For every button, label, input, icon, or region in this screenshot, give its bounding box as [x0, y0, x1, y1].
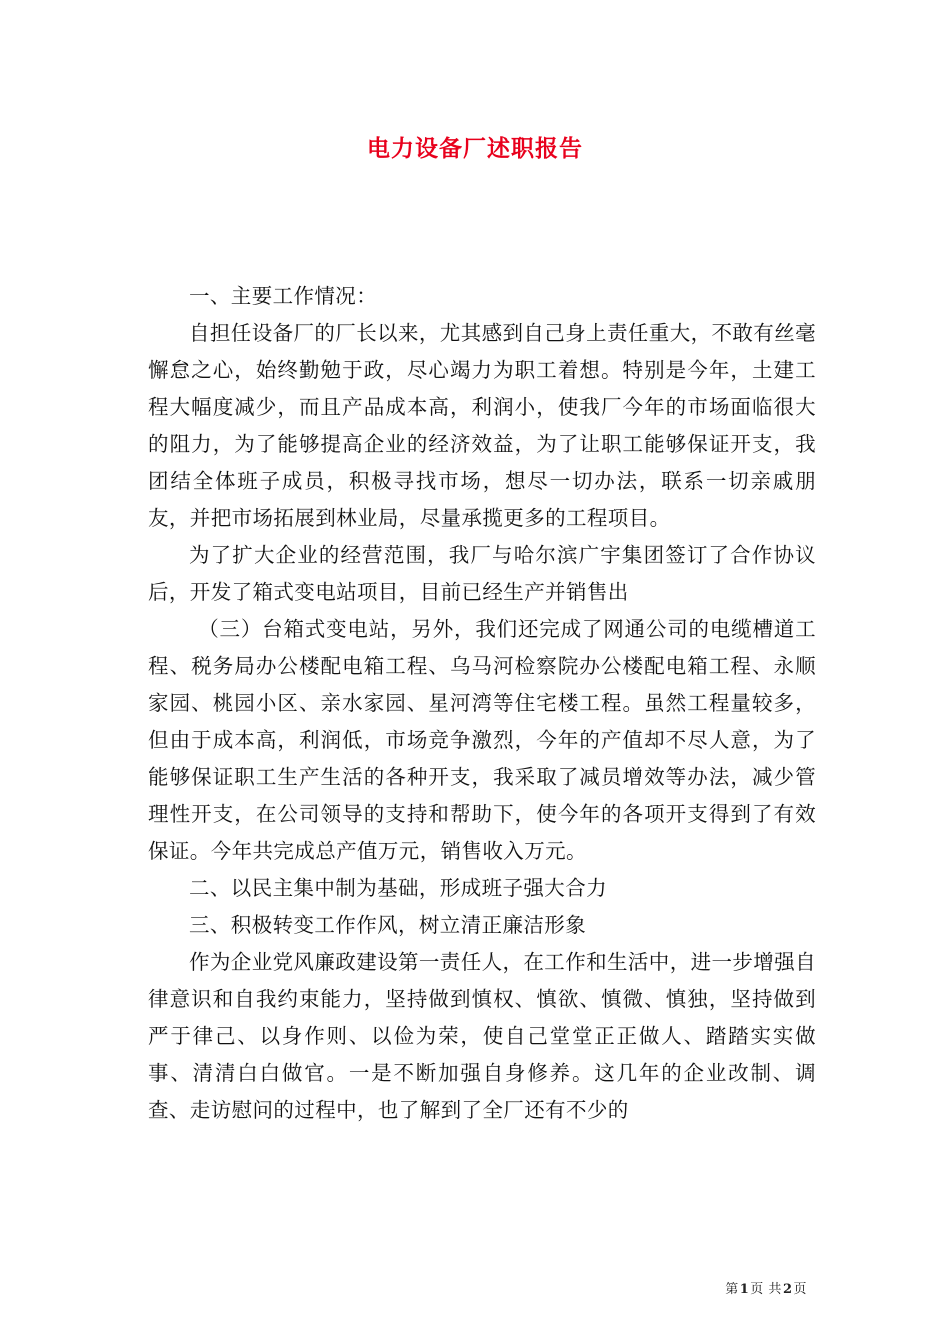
- paragraph-1: 自担任设备厂的厂长以来，尤其感到自己身上责任重大，不敢有丝毫懈怠之心，始终勤勉于政，尽心竭力为职工着想。特别是今年，土建工程大幅度减少，而且产品成本高，利润小，使我厂今年的市场面临很大的阻力，为了能够提高企业的经济效益，为了让职工能够保证开支，我团结全体班子成员，积极寻找市场，想尽一切办法，联系一切亲戚朋友，并把市场拓展到林业局，尽量承揽更多的工程项目。: [148, 321, 816, 530]
- paragraph-4: 作为企业党风廉政建设第一责任人，在工作和生活中，进一步增强自律意识和自我约束能力，坚持做到慎权、慎欲、慎微、慎独，坚持做到严于律己、以身作则、以俭为荣，使自己堂堂正正做人、踏踏实实做事、清清白白做官。一是不断加强自身修养。这几年的企业改制、调查、走访慰问的过程中，也了解到了全厂还有不少的: [148, 950, 816, 1122]
- footer-suffix: 页: [793, 1282, 807, 1297]
- total-page-number: 2: [782, 1282, 793, 1297]
- section-heading-3: 三、积极转变工作作风，树立清正廉洁形象: [189, 913, 587, 937]
- page-title: 电力设备厂述职报告: [367, 135, 583, 162]
- document-body: [148, 278, 816, 1129]
- paragraph-2: 为了扩大企业的经营范围，我厂与哈尔滨广宇集团签订了合作协议后，开发了箱式变电站项目，目前已经生产并销售出: [148, 543, 816, 604]
- current-page-number: 1: [739, 1282, 750, 1297]
- footer-prefix: 第: [725, 1282, 739, 1297]
- section-heading-1: 一、主要工作情况：: [189, 284, 378, 308]
- page-footer: [725, 1278, 807, 1297]
- section-heading-2: 二、以民主集中制为基础，形成班子强大合力: [189, 876, 607, 900]
- footer-middle: 页 共: [750, 1282, 782, 1297]
- paragraph-3: （三）台箱式变电站，另外，我们还完成了网通公司的电缆槽道工程、税务局办公楼配电箱工程、乌马河检察院办公楼配电箱工程、永顺家园、桃园小区、亲水家园、星河湾等住宅楼工程。虽然工程量较多，但由于成本高，利润低，市场竞争激烈，今年的产值却不尽人意，为了能够保证职工生产生活的各种开支，我采取了减员增效等办法，减少管理性开支，在公司领导的支持和帮助下，使今年的各项开支得到了有效保证。今年共完成总产值万元，销售收入万元。: [148, 617, 816, 863]
